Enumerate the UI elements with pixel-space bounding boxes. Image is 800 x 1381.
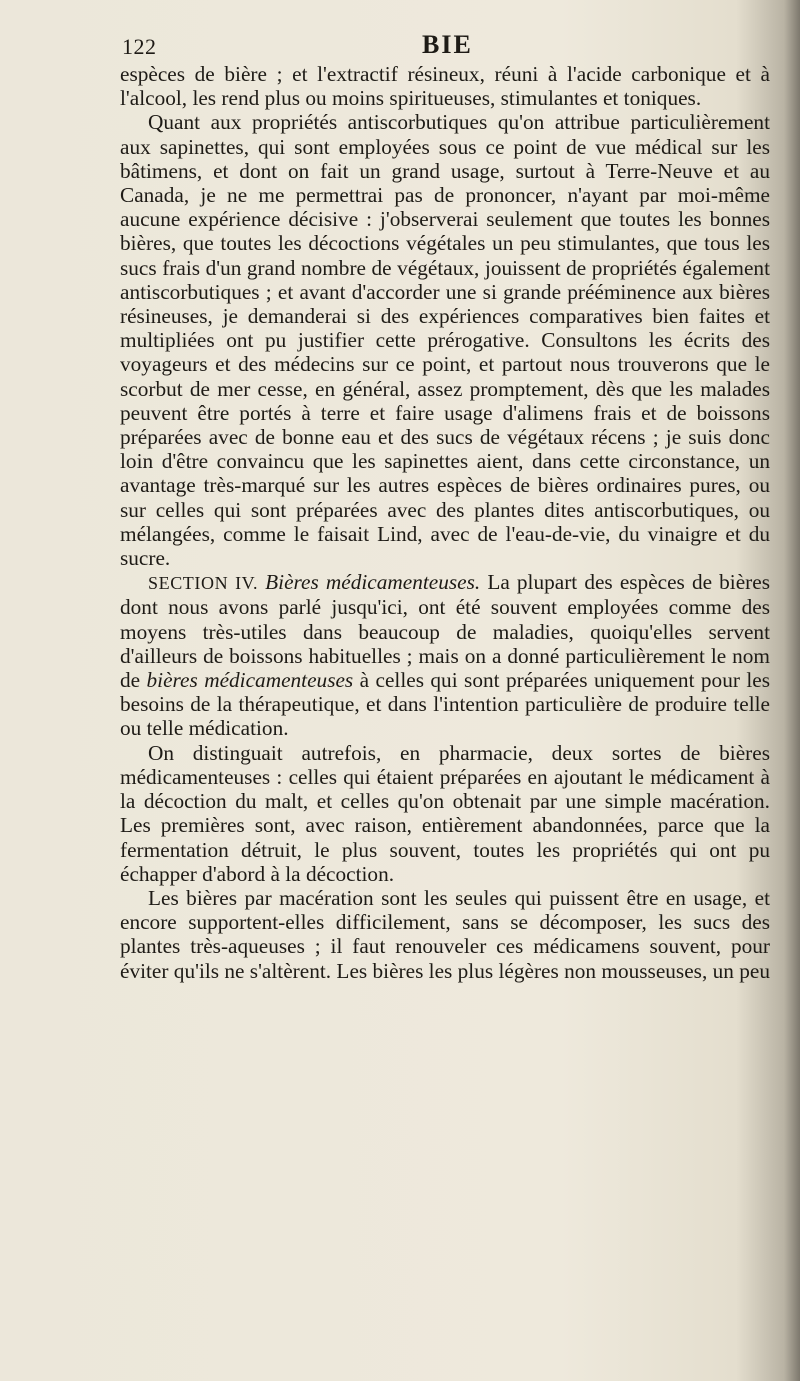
section-label: SECTION IV.: [148, 573, 259, 594]
text-body: [120, 62, 770, 983]
paragraph-3-text-before: La plupart des espèces de bières dont nous avons parlé jusqu'ici, ont été souvent employées comme des moyens très-utiles dans beaucoup de maladies, quoiqu'elles servent d'ailleurs de boissons habituelles ; mais on a donné particulièrement le nom de: [120, 570, 770, 693]
section-title: Bières médicamenteuses.: [265, 570, 481, 595]
running-head: BIE: [422, 30, 473, 59]
paragraph-5: Les bières par macération sont les seules qui puissent être en usage, et encore supportent-elles difficilement, sans se décomposer, les sucs des plantes très-aqueuses ; il faut renouveler ces médicamens souvent, pour éviter qu'ils ne s'altèrent. Les bières les plus légères non mousseuses, un peu: [120, 885, 770, 983]
paragraph-3: [120, 570, 770, 740]
paragraph-1: espèces de bière ; et l'extractif résineux, réuni à l'acide carbonique et à l'alcool, les rend plus ou moins spiritueuses, stimulantes et toniques.: [120, 62, 770, 111]
page-header: [122, 30, 768, 64]
paragraph-4: On distinguait autrefois, en pharmacie, deux sortes de bières médicamenteuses : celles qui étaient préparées en ajoutant le médicament à la décoction du malt, et celles qu'on obtenait par une simple macération. Les premières sont, avec raison, entièrement abandonnées, parce que la fermentation détruit, le plus souvent, toutes les propriétés qui ont pu échapper d'abord à la décoction.: [120, 740, 770, 886]
paragraph-3-text-after: à celles qui sont préparées uniquement pour les besoins de la thérapeutique, et dans l'intention particulière de produire telle ou telle médication.: [120, 668, 771, 741]
page-number: 122: [122, 34, 157, 59]
italic-term: bières médicamenteuses: [146, 668, 354, 693]
paragraph-2: Quant aux propriétés antiscorbutiques qu'on attribue particulièrement aux sapinettes, qui sont employées sous ce point de vue médical sur les bâtimens, et dont on fait un grand usage, surtout à Terre-Neuve et au Canada, je ne me permettrai pas de prononcer, n'ayant par moi-même aucune expérience décisive : j'observerai seulement que toutes les bonnes bières, que toutes les décoctions végétales un peu stimulantes, que tous les sucs frais d'un grand nombre de végétaux, jouissent de propriétés également antiscorbutiques ; et avant d'accorder une si grande prééminence aux bières résineuses, je demanderai si des expériences comparatives bien faites et multipliées ont pu justifier cette prérogative. Consultons les écrits des voyageurs et des médecins sur ce point, et partout nous trouverons que le scorbut de mer cesse, en général, assez promptement, dès que les malades peuvent être portés à terre et faire usage d'alimens frais et de boissons préparées avec de bonne eau et des sucs de végétaux récens ; je suis donc loin d'être convaincu que les sapinettes aient, dans cette circonstance, un avantage très-marqué sur les autres espèces de bières ordinaires pures, ou sur celles qui sont préparées avec des plantes dites antiscorbutiques, ou mélangées, comme le faisait Lind, avec de l'eau-de-vie, du vinaigre et du sucre.: [120, 110, 770, 571]
